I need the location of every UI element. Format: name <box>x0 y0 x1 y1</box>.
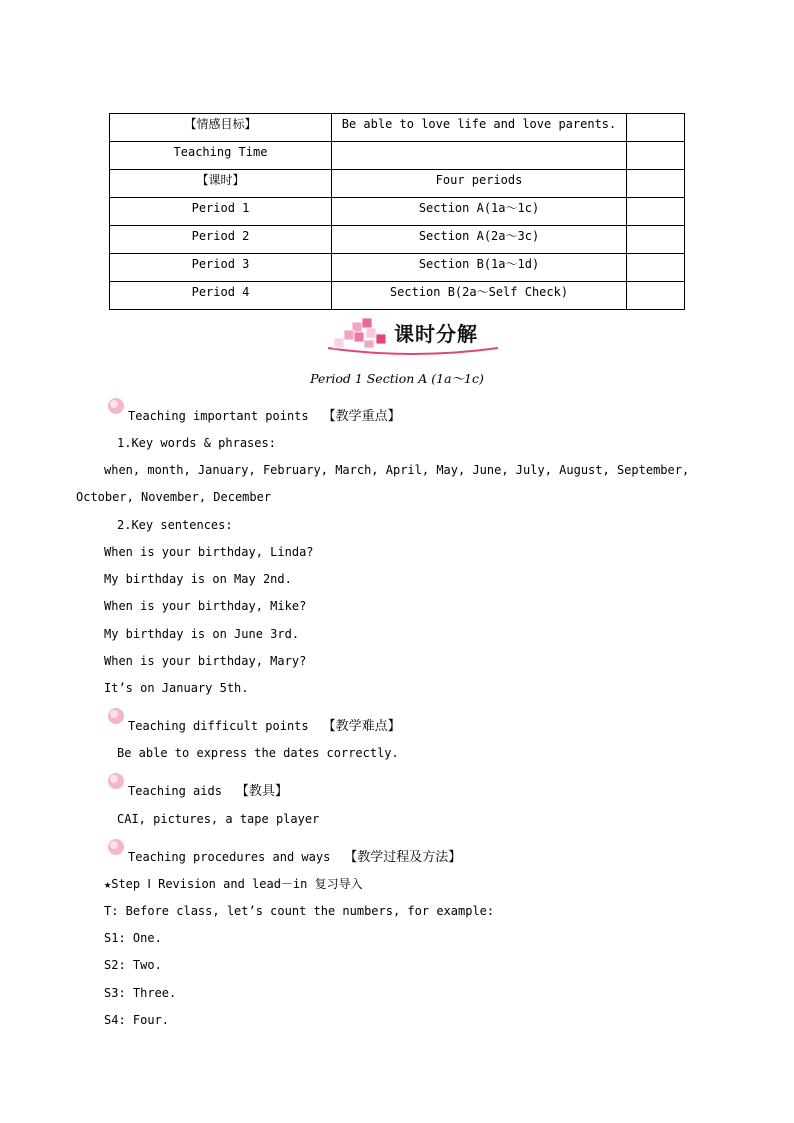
table-cell: 【情感目标】 <box>110 114 332 142</box>
aids-text: CAI, pictures, a tape player <box>117 812 320 826</box>
table-cell <box>627 226 685 254</box>
table-row <box>110 170 685 198</box>
table-cell <box>627 282 685 310</box>
section-tag: 【教学重点】 <box>322 409 401 424</box>
section-label: Teaching aids <box>128 784 222 798</box>
difficult-text: Be able to express the dates correctly. <box>117 746 399 760</box>
dialogue-line: S4: Four. <box>104 1013 170 1027</box>
table-cell: Section A(2a～3c) <box>332 226 627 254</box>
pink-bullet-icon <box>104 704 128 728</box>
pink-bullet-icon <box>104 835 128 859</box>
sentence-line: My birthday is on June 3rd. <box>104 627 300 641</box>
sentence-line: When is your birthday, Linda? <box>104 545 314 559</box>
table-cell: Section B(1a～1d) <box>332 254 627 282</box>
section-tag: 【教学过程及方法】 <box>344 850 462 865</box>
section-tag: 【教学难点】 <box>322 719 401 734</box>
table-cell: Period 1 <box>110 198 332 226</box>
table-cell: Period 4 <box>110 282 332 310</box>
table-row <box>110 198 685 226</box>
table-cell: Four periods <box>332 170 627 198</box>
table-cell: Period 3 <box>110 254 332 282</box>
table-cell <box>627 142 685 170</box>
table-cell <box>332 142 627 170</box>
table-row <box>110 254 685 282</box>
table-row <box>110 226 685 254</box>
step-heading: ★Step Ⅰ Revision and lead－in 复习导入 <box>104 877 363 891</box>
banner-title: 课时分解 <box>394 322 478 346</box>
section-tag: 【教具】 <box>235 784 288 799</box>
section-heading-difficult <box>128 718 401 735</box>
section-label: Teaching difficult points <box>128 719 309 733</box>
pink-bullet-icon <box>104 769 128 793</box>
section-label: Teaching procedures and ways <box>128 850 331 864</box>
table-row <box>110 114 685 142</box>
dialogue-line: T: Before class, let’s count the numbers, for example: <box>104 904 495 918</box>
sentence-line: When is your birthday, Mary? <box>104 654 307 668</box>
table-cell <box>627 114 685 142</box>
period-title: Period 1 Section A (1a～1c) <box>310 371 484 386</box>
table-cell: Period 2 <box>110 226 332 254</box>
table-cell: Be able to love life and love parents. <box>332 114 627 142</box>
key-words-heading: 1.Key words & phrases: <box>117 436 276 450</box>
table-cell: 【课时】 <box>110 170 332 198</box>
key-words-line: October, November, December <box>76 490 272 504</box>
section-heading-procedures <box>128 849 461 866</box>
table-cell: Section B(2a～Self Check) <box>332 282 627 310</box>
dialogue-line: S2: Two. <box>104 958 162 972</box>
sentence-line: It’s on January 5th. <box>104 681 249 695</box>
table-cell: Teaching Time <box>110 142 332 170</box>
dialogue-line: S1: One. <box>104 931 162 945</box>
key-sentences-heading: 2.Key sentences: <box>117 518 233 532</box>
key-words-line: when, month, January, February, March, April, May, June, July, August, September, <box>104 463 690 477</box>
pink-bullet-icon <box>104 394 128 418</box>
table-cell <box>627 198 685 226</box>
sentence-line: My birthday is on May 2nd. <box>104 572 292 586</box>
table-row <box>110 142 685 170</box>
dialogue-line: S3: Three. <box>104 986 177 1000</box>
table-row <box>110 282 685 310</box>
sentence-line: When is your birthday, Mike? <box>104 599 307 613</box>
section-label: Teaching important points <box>128 409 309 423</box>
table-cell: Section A(1a～1c) <box>332 198 627 226</box>
table-cell <box>627 170 685 198</box>
section-heading-aids <box>128 783 288 800</box>
section-heading-important <box>128 408 401 425</box>
table-cell <box>627 254 685 282</box>
info-table <box>109 113 685 310</box>
